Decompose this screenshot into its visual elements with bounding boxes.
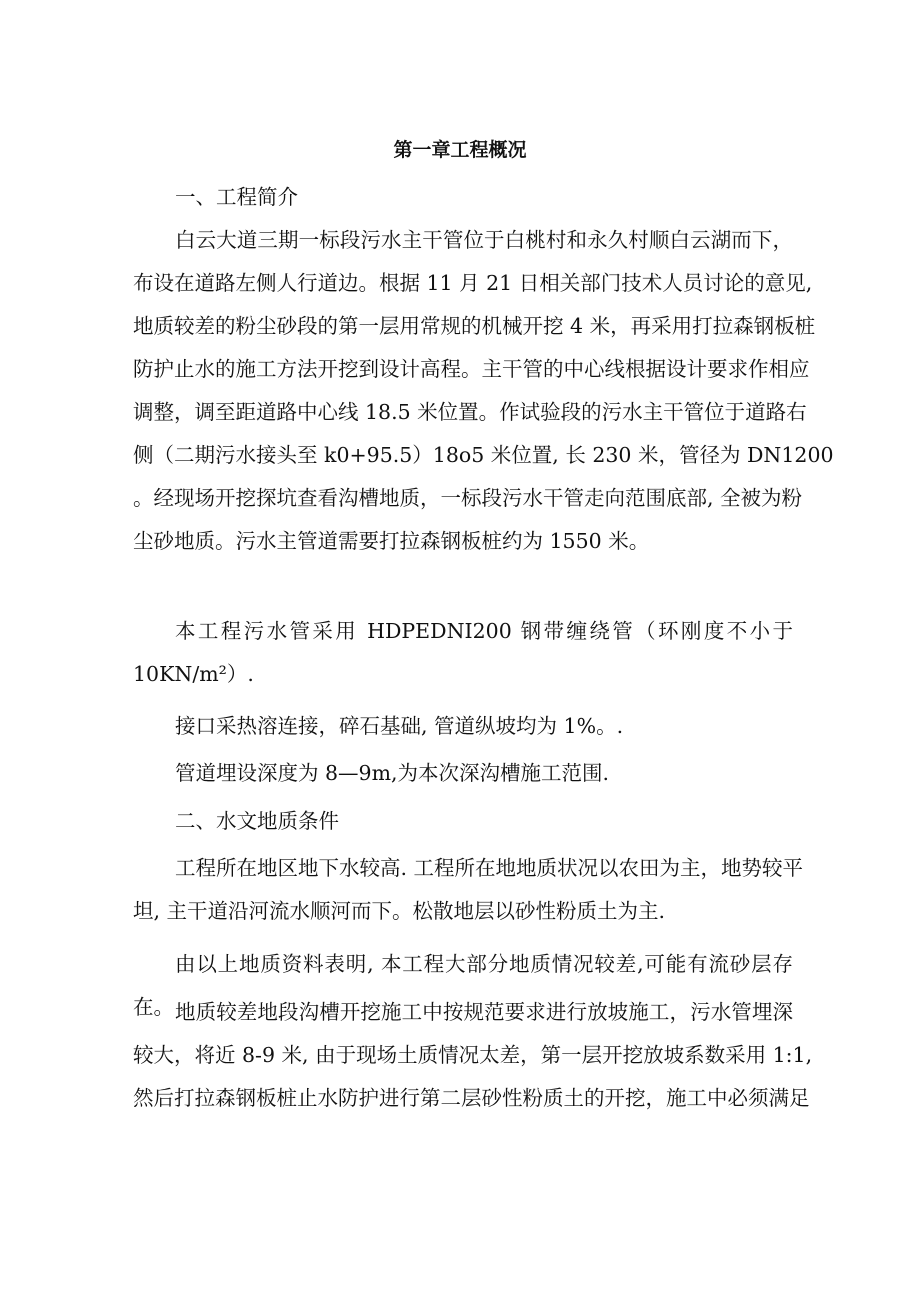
text-line: 尘砂地质。污水主管道需要打拉森钢板桩约为 1550 米。 — [133, 529, 650, 553]
text-line: 地质较差地段沟槽开挖施工中按规范要求进行放坡施工，污水管埋深 — [175, 1000, 793, 1024]
text-line: 然后打拉森钢板桩止水防护进行第二层砂性粉质土的开挖，施工中必须满足 — [133, 1086, 810, 1110]
paragraph-burial-depth: 管道埋设深度为 8—9m,为本次深沟槽施工范围. — [175, 761, 610, 785]
paragraph-groundwater — [133, 847, 804, 933]
paragraph-project-description — [133, 219, 834, 563]
text-line: 本工程污水管采用 HDPEDNI200 钢带缠绕管（环刚度不小于 — [175, 619, 793, 643]
section-heading-project-intro: 一、工程简介 — [175, 185, 298, 209]
paragraph-pipe-material — [133, 610, 793, 696]
text-line: 侧（二期污水接头至 k0+95.5）18o5 米位置, 长 230 米，管径为 DN1200 — [133, 443, 834, 467]
text-line: 坦, 主干道沿河流水顺河而下。松散地层以砂性粉质土为主. — [133, 899, 666, 923]
text-line: 较大，将近 8-9 米, 由于现场土质情况太差，第一层开挖放坡系数采用 1:1, — [133, 1043, 813, 1067]
text-line: 10KN∕m²）. — [133, 662, 254, 686]
chapter-title: 第一章工程概况 — [393, 139, 527, 161]
text-line: 调整，调至距道路中心线 18.5 米位置。作试验段的污水主干管位于道路右 — [133, 400, 807, 424]
text-line: 防护止水的施工方法开挖到设计高程。主干管的中心线根据设计要求作相应 — [133, 357, 810, 381]
text-line: 工程所在地区地下水较高. 工程所在地地质状况以农田为主，地势较平 — [175, 856, 804, 880]
text-line: 布设在道路左侧人行道边。根据 11 月 21 日相关部门技术人员讨论的意见, — [133, 271, 813, 295]
paragraph-joint-method: 接口采热溶连接，碎石基础, 管道纵坡均为 1%。. — [175, 714, 624, 738]
text-line: 。经现场开挖探坑查看沟槽地质，一标段污水干管走向范围底部, 全被为粉 — [133, 486, 803, 510]
paragraph-excavation-method — [133, 991, 813, 1120]
text-line: 地质较差的粉尘砂段的第一层用常规的机械开挖 4 米，再采用打拉森钢板桩 — [133, 314, 816, 338]
section-heading-hydrogeology: 二、水文地质条件 — [175, 809, 339, 833]
paragraph-geology-conclusion: 由以上地质资料表明, 本工程大部分地质情况较差,可能有流砂层存在。 — [133, 952, 793, 1019]
text-line: 白云大道三期一标段污水主干管位于白桃村和永久村顺白云湖而下， — [175, 228, 793, 252]
